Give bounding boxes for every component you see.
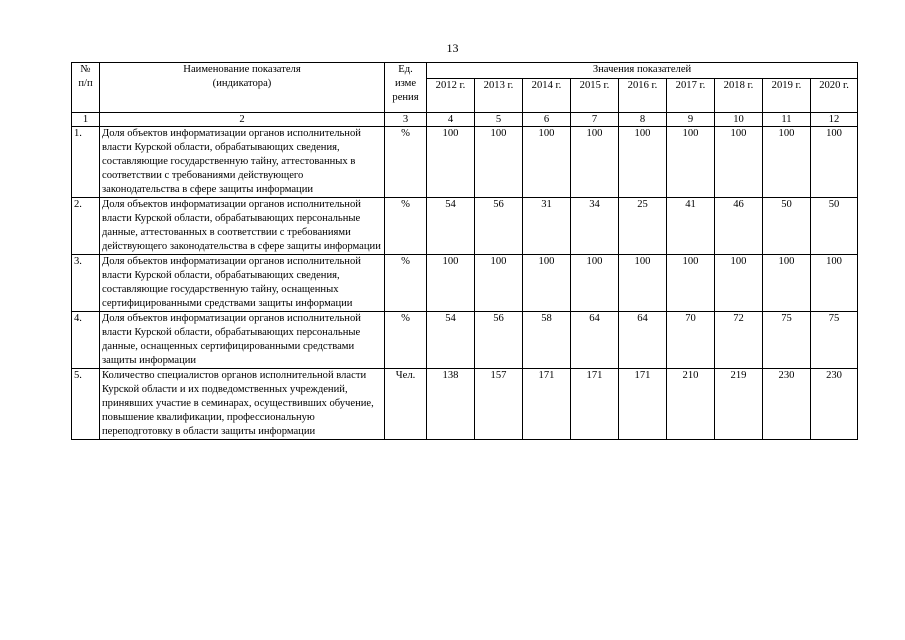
column-index-cell: 2 xyxy=(100,113,385,127)
indicator-value: 100 xyxy=(715,127,763,198)
indicator-value: 100 xyxy=(427,255,475,312)
header-year: 2012 г. xyxy=(427,79,475,113)
indicator-unit: % xyxy=(385,312,427,369)
header-number-line1: № xyxy=(80,64,91,75)
column-index-cell: 7 xyxy=(571,113,619,127)
indicator-value: 100 xyxy=(571,127,619,198)
indicator-value: 25 xyxy=(619,198,667,255)
indicator-value: 100 xyxy=(619,255,667,312)
indicators-table xyxy=(71,62,858,440)
indicator-value: 100 xyxy=(523,127,571,198)
column-index-cell: 12 xyxy=(811,113,858,127)
header-year: 2015 г. xyxy=(571,79,619,113)
header-values-group: Значения показателей xyxy=(427,63,858,79)
indicator-value: 100 xyxy=(667,255,715,312)
column-index-cell: 8 xyxy=(619,113,667,127)
header-indicator-name xyxy=(100,63,385,113)
header-name-line1: Наименование показателя xyxy=(183,64,301,75)
header-year: 2013 г. xyxy=(475,79,523,113)
header-unit-line3: рения xyxy=(392,92,419,103)
row-number: 4. xyxy=(72,312,100,369)
indicator-value: 100 xyxy=(763,255,811,312)
table-row xyxy=(72,255,858,312)
indicator-value: 230 xyxy=(763,369,811,440)
table-row xyxy=(72,312,858,369)
indicator-value: 230 xyxy=(811,369,858,440)
indicator-value: 100 xyxy=(811,127,858,198)
row-number: 3. xyxy=(72,255,100,312)
indicator-value: 157 xyxy=(475,369,523,440)
indicator-value: 54 xyxy=(427,312,475,369)
indicator-value: 75 xyxy=(811,312,858,369)
header-unit-line1: Ед. xyxy=(398,64,413,75)
header-unit-line2: изме xyxy=(394,78,417,89)
indicator-value: 64 xyxy=(571,312,619,369)
table-row xyxy=(72,369,858,440)
page-number: 13 xyxy=(446,41,459,55)
indicator-unit: % xyxy=(385,255,427,312)
indicator-value: 58 xyxy=(523,312,571,369)
indicator-value: 171 xyxy=(571,369,619,440)
indicator-value: 100 xyxy=(523,255,571,312)
indicator-unit: Чел. xyxy=(385,369,427,440)
header-year: 2019 г. xyxy=(763,79,811,113)
indicator-value: 100 xyxy=(475,255,523,312)
column-index-cell: 6 xyxy=(523,113,571,127)
indicator-value: 64 xyxy=(619,312,667,369)
column-index-cell: 4 xyxy=(427,113,475,127)
column-index-cell: 9 xyxy=(667,113,715,127)
header-name-line2: (индикатора) xyxy=(212,78,272,89)
indicator-value: 100 xyxy=(667,127,715,198)
indicator-name: Доля объектов информатизации органов исполнительной власти Курской области, обрабатывающих персональные данные, оснащенных сертифицированными средствами защиты информации xyxy=(100,312,385,369)
indicator-value: 46 xyxy=(715,198,763,255)
header-year: 2016 г. xyxy=(619,79,667,113)
column-index-cell: 1 xyxy=(72,113,100,127)
indicator-unit: % xyxy=(385,127,427,198)
indicator-value: 171 xyxy=(523,369,571,440)
indicator-value: 100 xyxy=(763,127,811,198)
indicator-value: 50 xyxy=(811,198,858,255)
row-number: 5. xyxy=(72,369,100,440)
indicator-value: 210 xyxy=(667,369,715,440)
header-year: 2017 г. xyxy=(667,79,715,113)
indicator-value: 56 xyxy=(475,198,523,255)
indicator-name: Доля объектов информатизации органов исполнительной власти Курской области, обрабатывающих персональные данные, аттестованных в соответствии с требованиями действующего законодательства в сфере защиты информации xyxy=(100,198,385,255)
indicator-value: 100 xyxy=(571,255,619,312)
column-index-cell: 11 xyxy=(763,113,811,127)
indicator-value: 100 xyxy=(811,255,858,312)
indicator-value: 56 xyxy=(475,312,523,369)
indicator-value: 100 xyxy=(619,127,667,198)
indicator-value: 100 xyxy=(427,127,475,198)
header-number xyxy=(72,63,100,113)
header-year: 2020 г. xyxy=(811,79,858,113)
indicator-value: 100 xyxy=(715,255,763,312)
row-number: 2. xyxy=(72,198,100,255)
indicator-value: 75 xyxy=(763,312,811,369)
header-unit xyxy=(385,63,427,113)
column-index-cell: 10 xyxy=(715,113,763,127)
indicator-value: 54 xyxy=(427,198,475,255)
column-index-cell: 5 xyxy=(475,113,523,127)
indicator-name: Доля объектов информатизации органов исполнительной власти Курской области, обрабатывающих сведения, составляющие государственную тайну, аттестованных в соответствии с требованиями действующего законодательства в сфере защиты информации xyxy=(100,127,385,198)
indicator-value: 100 xyxy=(475,127,523,198)
indicator-value: 50 xyxy=(763,198,811,255)
row-number: 1. xyxy=(72,127,100,198)
indicator-value: 138 xyxy=(427,369,475,440)
indicator-value: 70 xyxy=(667,312,715,369)
indicator-unit: % xyxy=(385,198,427,255)
header-number-line2: п/п xyxy=(78,78,93,89)
indicator-value: 72 xyxy=(715,312,763,369)
column-index-cell: 3 xyxy=(385,113,427,127)
table-row xyxy=(72,127,858,198)
indicator-name: Доля объектов информатизации органов исполнительной власти Курской области, обрабатывающих сведения, составляющие государственную тайну, оснащенных сертифицированными средствами защиты информации xyxy=(100,255,385,312)
table-row xyxy=(72,198,858,255)
header-year: 2014 г. xyxy=(523,79,571,113)
indicator-value: 34 xyxy=(571,198,619,255)
indicator-value: 41 xyxy=(667,198,715,255)
header-year: 2018 г. xyxy=(715,79,763,113)
indicator-value: 171 xyxy=(619,369,667,440)
indicator-value: 31 xyxy=(523,198,571,255)
indicator-name: Количество специалистов органов исполнительной власти Курской области и их подведомственных учреждений, принявших участие в семинарах, осуществивших обучение, повышение квалификации, профессиональную переподготовку в области защиты информации xyxy=(100,369,385,440)
indicator-value: 219 xyxy=(715,369,763,440)
